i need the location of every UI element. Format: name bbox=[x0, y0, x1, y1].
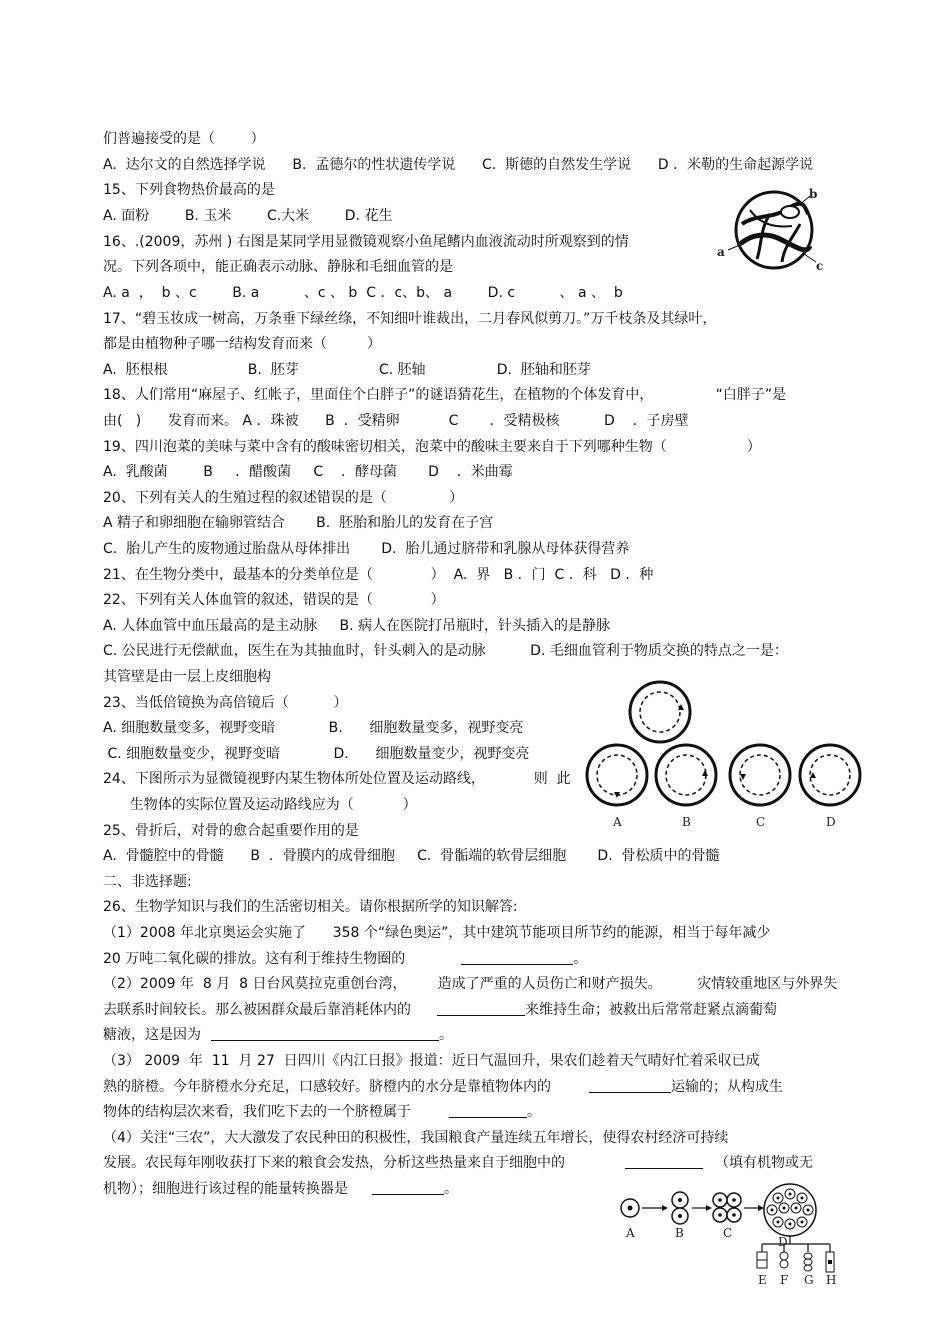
q25-options: A. 骨髓腔中的骨髓 B ．骨膜内的成骨细胞 C. 骨骺端的软骨层细胞 D. 骨松质中的骨髓 bbox=[103, 848, 720, 864]
q16-stem-1: 16、.(2009，苏州 ) 右图是某同学用显微镜观察小鱼尾鳍内血液流动时所观察到的情 bbox=[103, 234, 629, 250]
option-b-view bbox=[656, 745, 716, 805]
q23-stem: 23、当低倍镜换为高倍镜后（ ） bbox=[103, 695, 348, 711]
microscope-label-d: D bbox=[826, 815, 836, 829]
microscope-label-b: B bbox=[682, 815, 691, 829]
q23-options-1: A. 细胞数量变多，视野变暗 B. 细胞数量变多，视野变亮 bbox=[103, 720, 524, 736]
cell-b bbox=[672, 1192, 688, 1224]
q16-options: A. a ， b 、c B. a 、c 、 b C ．c、b、 a D. c 、 a 、 b bbox=[103, 285, 623, 301]
microscope-view-figure bbox=[584, 680, 864, 830]
cell-f bbox=[780, 1252, 788, 1268]
answer-blank-p3a[interactable] bbox=[589, 1078, 671, 1093]
q26-p4-line1: （4）关注“三农”，大大激发了农民种田的积极性，我国粮食产量连续五年增长，使得农村经济可持续 bbox=[103, 1130, 729, 1146]
cell-label-g: G bbox=[804, 1273, 814, 1287]
option-c-view bbox=[730, 745, 790, 805]
cell-label-d: D bbox=[778, 1235, 788, 1249]
q14-options: A. 达尔文的自然选择学说 B. 孟德尔的性状遗传学说 C. 斯德的自然发生学说 D ．米勒的生命起源学说 bbox=[103, 157, 814, 173]
q26-p1-line1: （1）2008 年北京奥运会实施了 358 个“绿色奥运”，其中建筑节能项目所节约的能源，相当于每年减少 bbox=[103, 925, 771, 941]
option-a-view bbox=[587, 745, 647, 805]
q26-p3-line1: （3） 2009 年 11 月 27 日四川《内江日报》报道：近日气温回升，果农们趁着天气晴好忙着采収已成 bbox=[103, 1053, 760, 1069]
q22-options-2: C. 公民进行无偿献血，医生在为其抽血时，针头刺入的是动脉 D. 毛细血管利于物质交换的特点之一是： bbox=[103, 643, 788, 659]
vessel-label-c: c bbox=[816, 259, 824, 273]
q16-stem-2: 况。下列各项中，能正确表示动脉、静脉和毛细血管的是 bbox=[103, 259, 453, 275]
q20-options-2: C. 胎儿产生的废物通过胎盘从母体排出 D. 胎儿通过脐带和乳腺从母体获得营养 bbox=[103, 541, 630, 557]
q14-tail: 们普遍接受的是（ ） bbox=[103, 131, 265, 147]
q26-p2-line1: （2）2009 年 8 月 8 日台风莫拉克重创台湾， 造成了严重的人员伤亡和财产损失。 灾情较重地区与外界失 bbox=[103, 976, 838, 992]
answer-blank-p3b[interactable] bbox=[449, 1103, 527, 1118]
q20-stem: 20、下列有关人的生殖过程的叙述错误的是（ ） bbox=[103, 490, 464, 506]
q22-stem: 22、下列有关人体血管的叙述，错误的是（ ） bbox=[103, 592, 445, 608]
cell-h bbox=[826, 1252, 834, 1272]
vessel-label-b: b bbox=[809, 187, 818, 201]
q24-stem-2: 生物体的实际位置及运动路线应为（ ） bbox=[103, 797, 417, 813]
q21: 21、在生物分类中，最基本的分类单位是（ ） A. 界 B ．门 C ．科 D ．种 bbox=[103, 567, 654, 583]
microscope-label-c: C bbox=[756, 815, 766, 829]
q23-options-2: C. 细胞数量变少，视野变暗 D. 细胞数量变少，视野变亮 bbox=[103, 746, 530, 762]
q26-p2-line2: 去联系时间较长。那么被困群众最后靠消耗体内的 来维持生命；被救出后常常赶紧点滴葡萄 bbox=[103, 1002, 777, 1018]
q24-stem-1: 24、下图所示为显微镜视野内某生物体所处位置及运动路线， 则 此 bbox=[103, 771, 571, 787]
blood-vessel-figure bbox=[712, 184, 832, 274]
q15-options: A. 面粉 B. 玉米 C.大米 D. 花生 bbox=[103, 208, 393, 224]
cell-e bbox=[757, 1252, 767, 1268]
q20-options-1: A 精子和卵细胞在输卵管结合 B. 胚胎和胎儿的发育在子宫 bbox=[103, 515, 494, 531]
q18-stem-2: 由( ) 发育而来。 A ．珠被 B ．受精卵 C ．受精极核 D ．子房壁 bbox=[103, 413, 689, 429]
cell-label-a: A bbox=[626, 1226, 635, 1240]
cell-label-c: C bbox=[723, 1226, 733, 1240]
q22-options-3: 其管壁是由一层上皮细胞构 bbox=[103, 669, 271, 685]
q26-p4-line3: 机物）；细胞进行该过程的能量转换器是 。 bbox=[103, 1181, 458, 1197]
cell-label-b: B bbox=[675, 1226, 684, 1240]
q19-stem: 19、四川泡菜的美味与菜中含有的酸味密切相关，泡菜中的酸味主要来自于下列哪种生物（ ） bbox=[103, 439, 761, 455]
cell-g bbox=[804, 1253, 812, 1271]
q19-options: A. 乳酸菌 B ．醋酸菌 C ．酵母菌 D ．米曲霉 bbox=[103, 464, 513, 480]
option-d-view bbox=[800, 745, 860, 805]
vessel-label-a: a bbox=[717, 245, 725, 259]
q26-p4-line2: 发展。农民每年刚收获打下来的粮食会发热，分析这些热量来自于细胞中的 （填有机物或无 bbox=[103, 1155, 813, 1171]
answer-blank-p2b[interactable] bbox=[211, 1026, 439, 1041]
cell-label-f: F bbox=[780, 1273, 789, 1287]
q17-options: A. 胚根根 B. 胚芽 C. 胚轴 D. 胚轴和胚芽 bbox=[103, 362, 591, 378]
answer-blank-p2a[interactable] bbox=[437, 1001, 525, 1016]
q26-p3-line2: 熟的脐橙。今年脐橙水分充足，口感较好。脐橙内的水分是靠植物体内的 运输的；从构成生 bbox=[103, 1079, 783, 1095]
original-view bbox=[630, 682, 690, 742]
answer-blank-p1[interactable] bbox=[461, 950, 573, 965]
cell-c bbox=[713, 1193, 741, 1222]
q25-stem: 25、骨折后，对骨的愈合起重要作用的是 bbox=[103, 823, 359, 839]
q26-stem: 26、生物学知识与我们的生活密切相关。请你根据所学的知识解答: bbox=[103, 899, 518, 915]
q26-p2-line3: 糖液，这是因为 。 bbox=[103, 1027, 453, 1043]
q18-stem-1: 18、人们常用“麻屋子、红帐子，里面住个白胖子”的谜语猜花生，在植物的个体发育中， “白胖子”是 bbox=[103, 387, 787, 403]
cell-a bbox=[621, 1199, 639, 1217]
q26-p1-line2: 20 万吨二氧化碳的排放。这有利于维持生物圈的 。 bbox=[103, 951, 588, 967]
cell-label-e: E bbox=[758, 1273, 767, 1287]
q22-options-1: A. 人体血管中血压最高的是主动脉 B. 病人在医院打吊瓶时，针头插入的是静脉 bbox=[103, 618, 610, 634]
answer-blank-p4a[interactable] bbox=[625, 1154, 703, 1169]
cell-label-h: H bbox=[826, 1273, 837, 1287]
microscope-label-a: A bbox=[613, 815, 622, 829]
section2-title: 二、非选择题: bbox=[103, 874, 192, 890]
answer-blank-p4b[interactable] bbox=[372, 1180, 444, 1195]
q17-stem-2: 都是由植物种子哪一结构发育而来（ ） bbox=[103, 336, 382, 352]
cell-division-figure bbox=[618, 1180, 848, 1298]
cell-d bbox=[764, 1184, 816, 1236]
q26-p3-line3: 物体的结构层次来看，我们吃下去的一个脐橙属于 。 bbox=[103, 1104, 541, 1120]
q17-stem-1: 17、“碧玉妆成一树高，万条垂下绿丝绦，不知细叶谁裁出，二月春风似剪刀。”万千枝条及其绿叶， bbox=[103, 311, 717, 327]
q15-stem: 15、下列食物热价最高的是 bbox=[103, 182, 275, 198]
